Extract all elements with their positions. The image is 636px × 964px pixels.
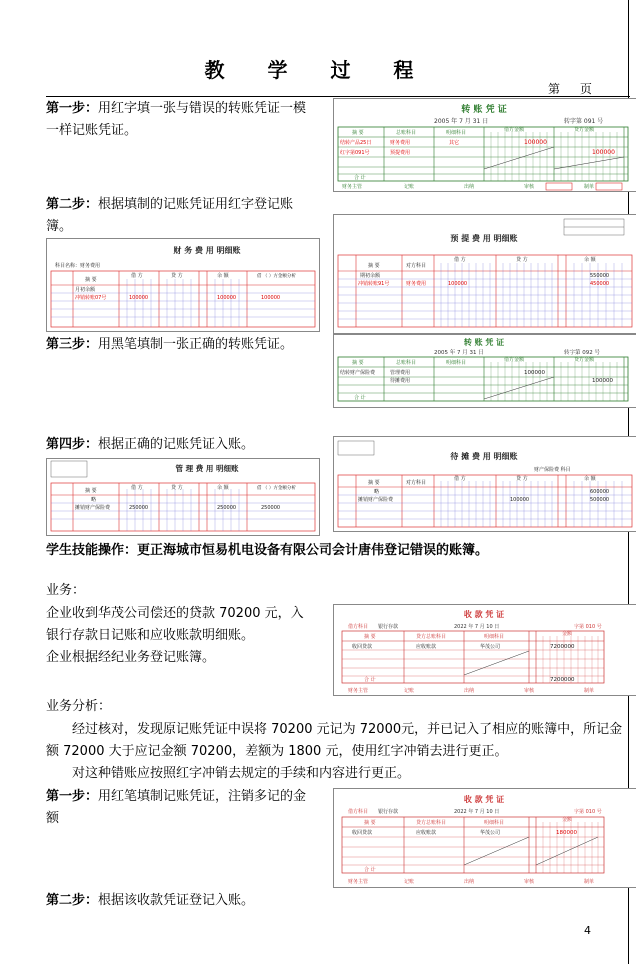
svg-text:其它: 其它	[449, 140, 460, 146]
ledger-figure-1	[46, 238, 320, 332]
svg-text:总账科目: 总账科目	[396, 360, 417, 366]
svg-text:略: 略	[374, 489, 380, 495]
svg-text:明细科目: 明细科目	[484, 820, 505, 826]
analysis-para-1: 经过核对，发现原记账凭证中误将 70200 元记为 72000元，并已记入了相应的账簿中，所记金额 72000 大于应记金额 70200，差额为 1800 元，使用红字冲销去进行更正。	[46, 722, 623, 759]
svg-text:审核: 审核	[524, 688, 535, 694]
svg-text:250000: 250000	[261, 505, 281, 511]
svg-text:余 额: 余 额	[217, 485, 229, 491]
svg-text:借方科目: 借方科目	[348, 809, 369, 815]
svg-text:100000: 100000	[592, 378, 613, 384]
svg-text:180000: 180000	[556, 830, 577, 836]
svg-text:管 理 费 用 明细账: 管 理 费 用 明细账	[175, 464, 239, 473]
svg-text:待摊费用: 待摊费用	[390, 378, 411, 384]
svg-text:对方科目: 对方科目	[406, 480, 427, 486]
skill-heading: 学生技能操作：更正海城市恒易机电设备有限公司会计唐伟登记错误的账簿。	[46, 543, 489, 558]
svg-text:摘 要: 摘 要	[85, 488, 97, 494]
step-label: 第二步：	[46, 197, 99, 212]
page-number-label: 第 页	[548, 82, 600, 96]
svg-text:期初余额: 期初余额	[360, 273, 381, 279]
svg-text:冲销转账91号: 冲销转账91号	[358, 281, 390, 287]
svg-text:贷方金额: 贷方金额	[574, 357, 595, 363]
analysis-para-2: 对这种错账应按照红字冲销去规定的手续和内容进行更正。	[72, 766, 411, 781]
svg-text:摘 要: 摘 要	[368, 263, 380, 269]
svg-text:100000: 100000	[592, 149, 615, 156]
svg-text:总账科目: 总账科目	[396, 130, 417, 136]
svg-text:借方科目: 借方科目	[348, 624, 369, 630]
page-number: 4	[584, 924, 591, 937]
svg-text:管理费用: 管理费用	[390, 370, 411, 376]
svg-text:记账: 记账	[404, 184, 415, 190]
receipt-figure-1	[333, 604, 636, 696]
svg-text:财产保险费 科目: 财产保险费 科目	[534, 467, 571, 473]
svg-text:100000: 100000	[217, 295, 237, 301]
svg-text:华茂公司: 华茂公司	[480, 830, 501, 836]
step-3	[46, 334, 326, 356]
svg-text:贷方总账科目: 贷方总账科目	[416, 634, 447, 640]
step-text: 根据正确的记账凭证入账。	[98, 437, 255, 452]
step-label: 第三步：	[46, 337, 99, 352]
svg-text:贷 方: 贷 方	[171, 273, 183, 279]
svg-text:450000: 450000	[590, 281, 610, 287]
svg-text:出纳: 出纳	[464, 879, 475, 885]
svg-text:结转财产保险费: 结转财产保险费	[340, 370, 376, 376]
svg-text:收回贷款: 收回贷款	[352, 644, 373, 650]
svg-text:余 额: 余 额	[584, 476, 596, 482]
svg-text:结转产品25日: 结转产品25日	[340, 140, 372, 146]
svg-text:7200000: 7200000	[550, 644, 575, 650]
svg-text:华茂公司: 华茂公司	[480, 644, 501, 650]
svg-text:转 账 凭 证: 转 账 凭 证	[463, 338, 505, 347]
svg-text:100000: 100000	[261, 295, 281, 301]
svg-text:字第 010 号: 字第 010 号	[574, 624, 602, 630]
receipt-figure-2	[333, 788, 636, 888]
svg-text:借方金额: 借方金额	[504, 357, 525, 363]
svg-text:收 款 凭 证: 收 款 凭 证	[463, 795, 505, 804]
svg-text:预提费用: 预提费用	[390, 150, 411, 156]
page-title: 教 学 过 程	[204, 58, 432, 82]
correction-step-2	[46, 890, 446, 912]
svg-text:对方科目: 对方科目	[406, 263, 427, 269]
svg-text:合 计: 合 计	[354, 395, 366, 401]
svg-text:金额: 金额	[562, 631, 573, 637]
svg-text:250000: 250000	[129, 505, 149, 511]
svg-text:收回贷款: 收回贷款	[352, 830, 373, 836]
svg-text:合 计: 合 计	[364, 677, 376, 683]
svg-text:摘 要: 摘 要	[364, 820, 376, 826]
svg-text:合 计: 合 计	[364, 867, 376, 873]
svg-text:月初余额: 月初余额	[75, 287, 96, 293]
svg-text:出纳: 出纳	[464, 184, 475, 190]
svg-text:收 款 凭 证: 收 款 凭 证	[463, 610, 505, 619]
svg-text:借 方: 借 方	[454, 476, 466, 482]
svg-text:财务费用: 财务费用	[390, 140, 411, 146]
svg-text:银行存款: 银行存款	[378, 624, 399, 630]
svg-text:科目名称：财务费用: 科目名称：财务费用	[55, 263, 101, 269]
svg-text:借 （ ）方金额分析: 借 （ ）方金额分析	[257, 274, 296, 279]
svg-text:贷方总账科目: 贷方总账科目	[416, 820, 447, 826]
svg-text:100000: 100000	[510, 497, 530, 503]
svg-text:略: 略	[91, 497, 97, 503]
svg-text:借 （ ）方金额分析: 借 （ ）方金额分析	[257, 486, 296, 491]
ledger-figure-3	[46, 458, 320, 536]
step-text: 根据填制的记账凭证用红字登记账簿。	[46, 197, 294, 234]
header-divider	[46, 96, 630, 97]
step-label: 第二步：	[46, 893, 99, 908]
voucher-date: 2005 年 7 月 31 日	[434, 118, 489, 125]
svg-text:制单: 制单	[584, 879, 595, 885]
svg-text:审核: 审核	[524, 879, 535, 885]
analysis-label: 业务分析：	[46, 699, 112, 714]
step-label: 第四步：	[46, 437, 99, 452]
svg-text:出纳: 出纳	[464, 688, 475, 694]
svg-text:贷方金额: 贷方金额	[574, 127, 595, 133]
svg-text:摘 要: 摘 要	[368, 480, 380, 486]
step-label: 第一步：	[46, 789, 99, 804]
svg-text:100000: 100000	[129, 295, 149, 301]
svg-text:600000: 600000	[590, 489, 610, 495]
svg-text:制单: 制单	[584, 184, 595, 190]
voucher-figure-1	[333, 98, 636, 192]
svg-text:字第 010 号: 字第 010 号	[574, 809, 602, 815]
svg-text:明细科目: 明细科目	[446, 360, 467, 366]
svg-text:摘 要: 摘 要	[352, 130, 364, 136]
svg-text:摊销财产保险费: 摊销财产保险费	[358, 497, 394, 503]
step-text: 用黑笔填制一张正确的转账凭证。	[98, 337, 294, 352]
step-label: 第一步：	[46, 101, 99, 116]
svg-text:550000: 550000	[590, 273, 610, 279]
business-label: 业务：	[46, 583, 86, 598]
voucher-figure-2	[333, 334, 636, 408]
svg-text:摘 要: 摘 要	[85, 277, 97, 283]
svg-text:贷 方: 贷 方	[516, 476, 528, 482]
svg-text:借 方: 借 方	[131, 485, 143, 491]
step-4	[46, 434, 326, 456]
svg-text:财务主管: 财务主管	[348, 688, 369, 694]
svg-text:借 方: 借 方	[454, 257, 466, 263]
svg-text:审核: 审核	[524, 184, 535, 190]
svg-text:预 提 费 用 明细账: 预 提 费 用 明细账	[450, 234, 518, 243]
svg-text:100000: 100000	[524, 139, 547, 146]
svg-text:摊销财产保险费: 摊销财产保险费	[75, 505, 111, 511]
svg-text:财务主管: 财务主管	[342, 184, 363, 190]
svg-text:财 务 费 用 明细账: 财 务 费 用 明细账	[173, 246, 241, 255]
svg-text:银行存款: 银行存款	[378, 809, 399, 815]
svg-text:100000: 100000	[524, 370, 545, 376]
svg-text:贷 方: 贷 方	[171, 485, 183, 491]
svg-text:明细科目: 明细科目	[484, 634, 505, 640]
svg-text:应收账款: 应收账款	[416, 644, 437, 650]
svg-text:2005 年 7 月 31 日: 2005 年 7 月 31 日	[434, 350, 484, 356]
voucher-title: 转 账 凭 证	[461, 105, 507, 115]
svg-text:100000: 100000	[448, 281, 468, 287]
svg-text:金额: 金额	[562, 817, 573, 823]
svg-text:财务费用: 财务费用	[406, 281, 427, 287]
svg-text:贷 方: 贷 方	[516, 257, 528, 263]
svg-text:红字第091号: 红字第091号	[340, 150, 370, 156]
svg-text:摘 要: 摘 要	[364, 634, 376, 640]
svg-text:余 额: 余 额	[584, 257, 596, 263]
svg-text:明细科目: 明细科目	[446, 130, 467, 136]
svg-text:应收账款: 应收账款	[416, 830, 437, 836]
ledger-figure-4	[333, 436, 636, 532]
svg-text:余 额: 余 额	[217, 273, 229, 279]
svg-text:摘 要: 摘 要	[352, 360, 364, 366]
svg-text:2022 年 7 月 10 日: 2022 年 7 月 10 日	[454, 809, 500, 815]
business-line-2: 企业根据经纪业务登记账簿。	[46, 650, 216, 665]
svg-text:制单: 制单	[584, 688, 595, 694]
svg-text:借 方: 借 方	[131, 273, 143, 279]
svg-text:待 摊 费 用 明细账: 待 摊 费 用 明细账	[450, 452, 518, 461]
voucher-no: 转字第 091 号	[564, 118, 604, 125]
svg-text:7200000: 7200000	[550, 677, 575, 683]
correction-step-1	[46, 786, 318, 830]
svg-text:250000: 250000	[217, 505, 237, 511]
svg-text:合 计: 合 计	[354, 175, 366, 181]
svg-text:冲销转账07号: 冲销转账07号	[75, 295, 107, 301]
step-2	[46, 194, 316, 238]
step-text: 用红笔填制记账凭证，注销多记的金额	[46, 789, 307, 826]
step-1	[46, 98, 316, 142]
ledger-figure-2	[333, 214, 636, 334]
svg-text:财务主管: 财务主管	[348, 879, 369, 885]
svg-text:2022 年 7 月 10 日: 2022 年 7 月 10 日	[454, 624, 500, 630]
svg-text:借方金额: 借方金额	[504, 127, 525, 133]
step-text: 根据该收款凭证登记入账。	[98, 893, 255, 908]
svg-text:记账: 记账	[404, 879, 415, 885]
business-line-1: 企业收到华茂公司偿还的贷款 70200 元，入银行存款日记账和应收账款明细账。	[46, 606, 304, 643]
step-text: 用红字填一张与错误的转账凭证一模一样记账凭证。	[46, 101, 307, 138]
svg-text:记账: 记账	[404, 688, 415, 694]
svg-text:500000: 500000	[590, 497, 610, 503]
svg-text:转字第 092 号: 转字第 092 号	[564, 350, 600, 356]
